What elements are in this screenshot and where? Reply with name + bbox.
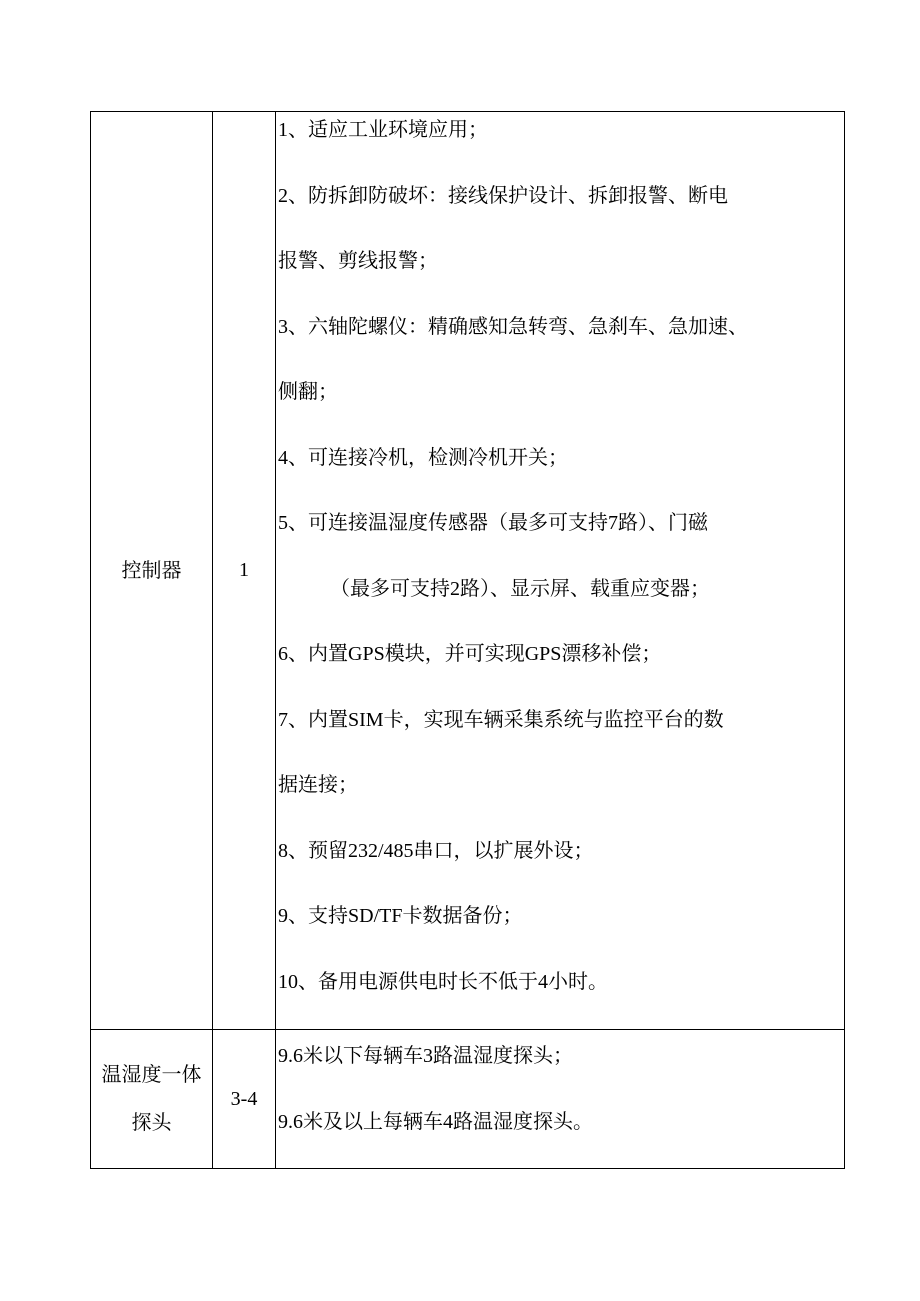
spec-table [90, 111, 845, 1169]
description-cell [276, 1030, 845, 1169]
description-line: （最多可支持2路）、显示屏、载重应变器； [330, 577, 710, 600]
description-line: 6、内置GPS模块，并可实现GPS漂移补偿； [278, 643, 662, 665]
item-quantity: 3-4 [230, 1087, 258, 1110]
description-line: 据连接； [278, 774, 358, 796]
item-name-cell [91, 1030, 213, 1169]
quantity-cell [213, 1030, 276, 1169]
item-name-line: 探头 [131, 1112, 172, 1134]
table-row [91, 1030, 845, 1169]
table-row [91, 112, 845, 1030]
item-name-line: 温湿度一体 [101, 1064, 202, 1086]
description-line: 2、防拆卸防破坏：接线保护设计、拆卸报警、断电 [278, 184, 728, 207]
item-quantity: 1 [239, 559, 249, 581]
description-line: 侧翻； [278, 381, 338, 403]
description-line: 4、可连接冷机，检测冷机开关； [278, 446, 568, 469]
description-cell [276, 112, 845, 1030]
description-line: 1、适应工业环境应用； [278, 119, 488, 141]
description-line: 7、内置SIM卡，实现车辆采集系统与监控平台的数 [278, 708, 724, 731]
description-line: 10、备用电源供电时长不低于4小时。 [278, 970, 608, 993]
description-line: 9.6米以下每辆车3路温湿度探头； [278, 1045, 573, 1067]
description-line: 5、可连接温湿度传感器（最多可支持7路）、门磁 [278, 512, 708, 534]
item-name-cell [91, 112, 213, 1030]
description-line: 报警、剪线报警； [278, 250, 438, 272]
description-line: 9.6米及以上每辆车4路温湿度探头。 [278, 1110, 593, 1133]
description-line: 8、预留232/485串口，以扩展外设； [278, 839, 594, 862]
item-name: 控制器 [121, 559, 182, 582]
description-line: 9、支持SD/TF卡数据备份； [278, 905, 523, 927]
quantity-cell [213, 112, 276, 1030]
description-line: 3、六轴陀螺仪：精确感知急转弯、急刹车、急加速、 [278, 315, 748, 338]
